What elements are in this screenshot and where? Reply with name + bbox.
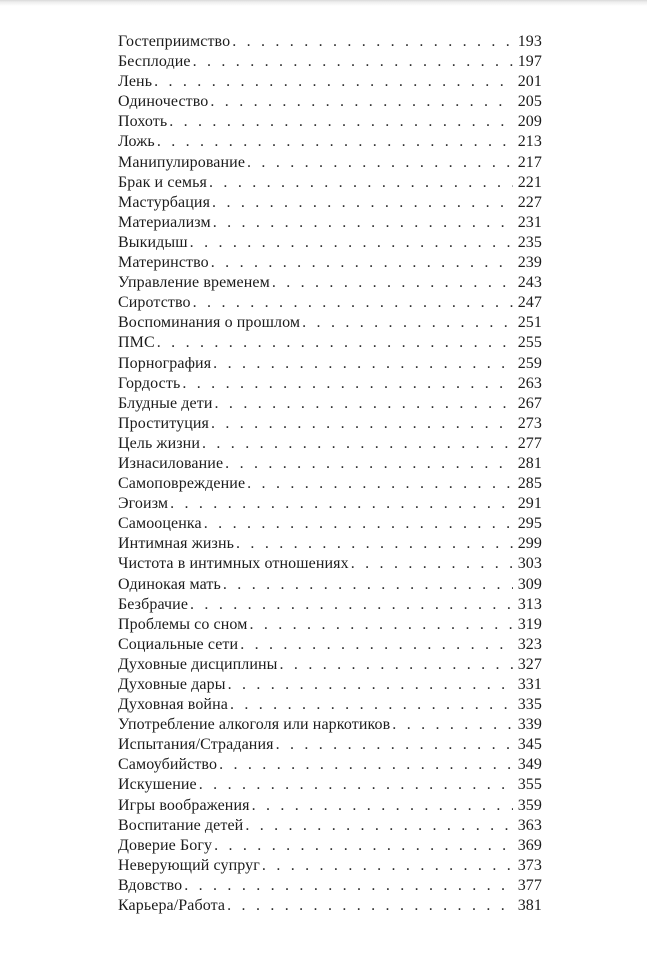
toc-entry-page: 303 <box>517 555 542 573</box>
toc-entry-page: 327 <box>517 655 542 673</box>
toc-entry-title: Духовные дары <box>118 676 226 693</box>
dot-leader <box>210 92 513 112</box>
toc-entry[interactable] <box>118 354 542 374</box>
toc-entry-page: 281 <box>517 454 542 472</box>
dot-leader <box>209 173 513 193</box>
toc-entry-page: 331 <box>517 676 542 693</box>
toc-entry[interactable] <box>118 755 542 775</box>
toc-entry-title: Самоповреждение <box>118 475 246 493</box>
dot-leader <box>302 313 513 333</box>
toc-entry[interactable] <box>118 313 542 333</box>
toc-entry-title: Выкидыш <box>118 233 188 251</box>
toc-entry-page: 339 <box>517 716 542 734</box>
dot-leader <box>225 454 513 474</box>
dot-leader <box>169 112 513 132</box>
toc-entry[interactable] <box>118 534 542 554</box>
toc-entry[interactable] <box>118 414 542 434</box>
toc-entry-title: Материнство <box>118 254 209 272</box>
toc-entry-page: 363 <box>517 816 542 834</box>
toc-entry-page: 381 <box>517 897 542 915</box>
toc-entry-page: 291 <box>517 495 542 513</box>
toc-entry[interactable] <box>118 876 542 896</box>
toc-entry[interactable] <box>118 293 542 313</box>
toc-entry[interactable] <box>118 32 542 52</box>
dot-leader <box>184 876 513 896</box>
dot-leader <box>228 675 513 695</box>
toc-entry-page: 323 <box>517 635 542 653</box>
toc-entry-title: Безбрачие <box>118 595 189 613</box>
dot-leader <box>247 474 513 494</box>
toc-entry-page: 295 <box>517 515 542 533</box>
dot-leader <box>272 273 513 293</box>
toc-entry-title: Употребление алкоголя или наркотиков <box>118 716 391 734</box>
dot-leader <box>249 615 513 635</box>
toc-entry[interactable] <box>118 595 542 615</box>
dot-leader <box>214 836 513 856</box>
toc-entry-title: Изнасилование <box>118 454 224 472</box>
toc-entry[interactable] <box>118 675 542 695</box>
toc-entry-page: 239 <box>517 254 542 272</box>
dot-leader <box>227 896 513 916</box>
toc-entry-page: 255 <box>517 334 542 352</box>
toc-entry-page: 263 <box>517 374 542 392</box>
toc-entry-page: 221 <box>517 173 542 191</box>
toc-entry-title: Искушение <box>118 776 197 794</box>
toc-entry-title: Игры воображения <box>118 796 250 814</box>
dot-leader <box>223 575 513 595</box>
toc-entry[interactable] <box>118 233 542 253</box>
toc-entry-page: 373 <box>517 856 542 874</box>
toc-entry-page: 345 <box>517 736 542 754</box>
dot-leader <box>202 434 513 454</box>
dot-leader <box>182 374 513 394</box>
toc-entry[interactable] <box>118 816 542 836</box>
toc-entry-page: 319 <box>517 615 542 633</box>
toc-entry-title: Социальные сети <box>118 635 239 653</box>
dot-leader <box>280 655 513 675</box>
toc-entry[interactable] <box>118 775 542 795</box>
toc-entry[interactable] <box>118 253 542 273</box>
dot-leader <box>193 52 513 72</box>
dot-leader <box>199 775 513 795</box>
toc-entry-title: Самооценка <box>118 515 202 533</box>
toc-entry-page: 227 <box>517 193 542 211</box>
toc-entry-title: Воспоминания о прошлом <box>118 314 301 332</box>
toc-entry-page: 273 <box>517 414 542 432</box>
toc-entry-title: Проблемы со сном <box>118 615 248 633</box>
toc-entry-page: 197 <box>517 53 542 71</box>
toc-entry-page: 193 <box>517 33 542 50</box>
toc-entry[interactable] <box>118 715 542 735</box>
toc-entry[interactable] <box>118 434 542 454</box>
dot-leader <box>351 554 513 574</box>
dot-leader <box>262 856 513 876</box>
toc-entry-title: Сиротство <box>118 294 191 312</box>
dot-leader <box>215 394 513 414</box>
dot-leader <box>276 735 513 755</box>
toc-entry[interactable] <box>118 72 542 92</box>
toc-entry[interactable] <box>118 796 542 816</box>
toc-entry[interactable] <box>118 112 542 132</box>
toc-entry-title: Неверующий супруг <box>118 856 260 874</box>
toc-entry-title: Цель жизни <box>118 434 200 452</box>
toc-entry-title: Интимная жизнь <box>118 535 235 553</box>
toc-entry-title: Бесплодие <box>118 53 191 71</box>
toc-entry-title: Блудные дети <box>118 394 213 412</box>
toc-entry-title: Одиночество <box>118 93 209 111</box>
dot-leader <box>157 333 513 353</box>
toc-entry-page: 205 <box>517 93 542 111</box>
toc-entry[interactable] <box>118 695 542 715</box>
toc-entry-page: 355 <box>517 776 542 794</box>
toc-entry[interactable] <box>118 273 542 293</box>
dot-leader <box>240 635 513 655</box>
toc-entry-page: 369 <box>517 836 542 854</box>
toc-entry-page: 251 <box>517 314 542 332</box>
dot-leader <box>170 494 513 514</box>
toc-entry-title: Брак и семья <box>118 173 208 191</box>
toc-entry[interactable] <box>118 896 542 916</box>
toc-entry[interactable] <box>118 132 542 152</box>
dot-leader <box>211 414 513 434</box>
table-of-contents <box>118 32 542 916</box>
toc-entry-title: Мастурбация <box>118 193 211 211</box>
toc-entry[interactable] <box>118 193 542 213</box>
toc-entry[interactable] <box>118 333 542 353</box>
toc-entry[interactable] <box>118 454 542 474</box>
toc-entry-page: 231 <box>517 213 542 231</box>
toc-entry-page: 277 <box>517 434 542 452</box>
toc-entry-page: 285 <box>517 475 542 493</box>
toc-entry[interactable] <box>118 374 542 394</box>
dot-leader <box>212 193 513 213</box>
toc-entry-title: Управление временем <box>118 274 270 292</box>
toc-entry[interactable] <box>118 153 542 173</box>
toc-entry-title: Испытания/Страдания <box>118 736 274 754</box>
toc-entry-page: 313 <box>517 595 542 613</box>
toc-entry-page: 213 <box>517 133 542 151</box>
toc-entry[interactable] <box>118 52 542 72</box>
dot-leader <box>245 816 513 836</box>
dot-leader <box>219 755 513 775</box>
toc-entry-title: Манипулирование <box>118 153 246 171</box>
toc-entry-page: 377 <box>517 876 542 894</box>
toc-entry-page: 335 <box>517 696 542 714</box>
toc-entry-title: Духовные дисциплины <box>118 655 278 673</box>
toc-entry-title: Ложь <box>118 133 155 151</box>
toc-entry-title: Вдовство <box>118 876 183 894</box>
toc-entry-page: 209 <box>517 113 542 131</box>
toc-entry[interactable] <box>118 494 542 514</box>
toc-entry[interactable] <box>118 514 542 534</box>
dot-leader <box>154 72 513 92</box>
toc-entry-page: 299 <box>517 535 542 553</box>
dot-leader <box>190 595 513 615</box>
toc-entry-page: 243 <box>517 274 542 292</box>
dot-leader <box>230 695 513 715</box>
toc-entry-title: Одинокая мать <box>118 575 221 593</box>
dot-leader <box>232 32 513 52</box>
toc-entry-title: Эгоизм <box>118 495 169 513</box>
toc-entry-title: Материализм <box>118 213 211 231</box>
toc-entry-title: Чистота в интимных отношениях <box>118 555 349 573</box>
toc-entry[interactable] <box>118 615 542 635</box>
toc-entry[interactable] <box>118 735 542 755</box>
toc-entry[interactable] <box>118 635 542 655</box>
toc-entry-title: Похоть <box>118 113 168 131</box>
toc-entry-title: Духовная война <box>118 696 228 714</box>
dot-leader <box>252 796 513 816</box>
toc-entry-title: Гостеприимство <box>118 33 231 50</box>
toc-entry-page: 259 <box>517 354 542 372</box>
toc-entry-page: 267 <box>517 394 542 412</box>
page-top-edge <box>0 0 647 6</box>
toc-entry-page: 247 <box>517 294 542 312</box>
dot-leader <box>213 213 513 233</box>
toc-entry[interactable] <box>118 856 542 876</box>
toc-entry-page: 217 <box>517 153 542 171</box>
dot-leader <box>157 132 513 152</box>
toc-entry-page: 235 <box>517 233 542 251</box>
toc-entry-page: 309 <box>517 575 542 593</box>
toc-entry-page: 201 <box>517 73 542 91</box>
toc-entry[interactable] <box>118 394 542 414</box>
toc-entry[interactable] <box>118 474 542 494</box>
dot-leader <box>211 253 513 273</box>
toc-entry-page: 349 <box>517 756 542 774</box>
toc-entry-title: Самоубийство <box>118 756 218 774</box>
toc-entry-title: Порнография <box>118 354 212 372</box>
dot-leader <box>392 715 513 735</box>
dot-leader <box>213 354 513 374</box>
toc-entry-title: Проституция <box>118 414 209 432</box>
toc-entry-title: Воспитание детей <box>118 816 244 834</box>
dot-leader <box>247 153 513 173</box>
toc-entry[interactable] <box>118 836 542 856</box>
toc-entry-title: Лень <box>118 73 153 91</box>
toc-entry[interactable] <box>118 173 542 193</box>
toc-entry[interactable] <box>118 92 542 112</box>
toc-entry-title: Доверие Богу <box>118 836 213 854</box>
toc-entry[interactable] <box>118 575 542 595</box>
toc-entry-title: Гордость <box>118 374 181 392</box>
toc-entry-title: ПМС <box>118 334 155 352</box>
toc-entry[interactable] <box>118 554 542 574</box>
toc-entry-title: Карьера/Работа <box>118 897 226 915</box>
dot-leader <box>204 514 513 534</box>
toc-entry-page: 359 <box>517 796 542 814</box>
toc-entry[interactable] <box>118 655 542 675</box>
toc-entry[interactable] <box>118 213 542 233</box>
dot-leader <box>193 293 513 313</box>
dot-leader <box>236 534 513 554</box>
dot-leader <box>190 233 513 253</box>
